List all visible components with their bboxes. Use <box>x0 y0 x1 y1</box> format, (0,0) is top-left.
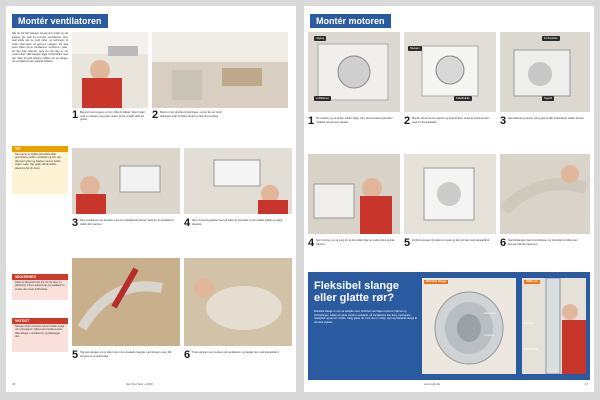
photo-flexible-hose <box>422 278 516 374</box>
photo-ventilator-on-ceiling <box>72 148 180 214</box>
callout-slangebaand: Slangebånd <box>524 348 538 351</box>
photo-hose-to-ventilator <box>500 154 590 234</box>
label-fleksibel-slange: Fleksibel slange <box>426 280 447 283</box>
step-text: Fit motoren og se at den sidder rigtigt. Den skal monteres så luften trækkes ud gennem kappen. <box>316 117 393 124</box>
step-number: 3 <box>72 217 79 229</box>
step-text: Træk slangen over studsen på ventilatoren og fastgør den med slangebånd. <box>192 351 280 354</box>
label-kabelbakke: Kabelbakke <box>456 97 470 100</box>
safety-heading: SIKKERHED <box>12 274 68 280</box>
step-text: Skru monteringspladen fast på loftet og kontroller at den sidder stabilt og rigtigt placeret. <box>192 219 283 226</box>
step-number: 5 <box>404 237 411 249</box>
left-page <box>6 6 296 392</box>
step-text: Mærk et hul på loftet til ledningen, og bor det ud. Hold ledningen inde fra loftet så den er klar til montering. <box>160 111 222 118</box>
step-text: Sæt dæksel og skruer på og tjek at alle forbindelser sidder korrekt. <box>508 117 585 120</box>
step-3-right <box>500 116 590 150</box>
step-3-left <box>72 218 180 250</box>
right-page <box>304 6 594 392</box>
photo-fitting-hose <box>184 258 292 346</box>
step-4-left <box>184 218 292 250</box>
step-1-right <box>308 116 400 150</box>
step-number: 4 <box>308 237 315 249</box>
photo-cutting-hose <box>72 258 180 346</box>
right-section-title: Montér motoren <box>310 14 391 28</box>
left-footer-brand: Gør Det Selv • 2020 <box>126 382 153 386</box>
left-section-title: Montér ventilatoren <box>12 14 108 28</box>
step-number: 6 <box>184 349 191 361</box>
label-lufttilforsel: Lufttilførsel <box>316 97 329 100</box>
label-slangen: Slangen <box>410 47 420 50</box>
photo-motor-installed <box>308 154 400 234</box>
tip-body: Sæt gerne et stykke skumplast eller gummiliste mellem ventilator og loft, det dæmper lyden og hjælper med at holde støjen nede. Tag også mål af hullets placering før du borer. <box>12 152 68 194</box>
callout-aluminium: Aluminium <box>484 312 497 315</box>
step-text: Forbind slangen til motorens studs og lås den fast med slangebånd. <box>412 239 490 242</box>
label-glatte-ror: Glatte rør <box>526 280 538 283</box>
step-1-left <box>72 110 148 138</box>
step-number: 1 <box>72 109 79 121</box>
flex-hose-box <box>308 272 590 380</box>
label-afgang: Afgang <box>316 37 325 40</box>
step-text: Montér skruerne på motoren og spænd dem. Husk at stramme dem med en skruetrækker. <box>412 117 490 124</box>
step-text: Sæt motoren op og sørg for at den sidder lige op under loftet og ikke vibrerer. <box>316 239 395 246</box>
tip-heading: TIP <box>12 146 68 152</box>
tip-box <box>12 146 68 194</box>
important-box <box>12 318 68 352</box>
step-4-right <box>308 238 400 268</box>
photo-hose-on-motor <box>404 154 496 234</box>
step-number: 3 <box>500 115 507 127</box>
step-number: 2 <box>404 115 411 127</box>
important-body: Slangen skal monteres så den falder svagt ud mod kappen. Ellers kan kondensvand løbe tilbage i ventilatoren og ødelægge den. <box>12 324 68 352</box>
step-number: 1 <box>308 115 315 127</box>
step-number: 5 <box>72 349 79 361</box>
safety-body: Husk at slå strømmen fra, før du laver el-tilslutning. Få en autoriseret el-installatør til at lave den faste forbindelse. <box>12 280 68 300</box>
step-text: Tag opp slangen ud og afkort den i den ønskede længde. Lad slangen være lidt længere end nødvendigt. <box>80 351 172 358</box>
step-text: Begynd med at tegne et hul i loftet til stikket. Skær hullet med en stiksav. Læg papir under, så du undgår skidt på gulvet. <box>80 111 145 121</box>
safety-box <box>12 274 68 300</box>
callout-vinkelror: Vinkelrør <box>484 334 495 337</box>
step-text: Sæt luftslangen fast til ventilatoren og kontrollér at luften kan komme uhindret igennem. <box>508 239 578 246</box>
callout-samling: Samling <box>524 322 534 325</box>
photo-smooth-pipes <box>522 278 586 374</box>
flex-hose-title: Fleksibel slange eller glatte rør? <box>314 280 399 304</box>
step-number: 4 <box>184 217 191 229</box>
step-6-left <box>184 350 292 380</box>
label-spjaeld: Spjæld <box>544 97 553 100</box>
step-2-left <box>152 110 288 138</box>
right-footer-brand: www.gds.dk <box>424 382 441 386</box>
step-2-right <box>404 116 496 150</box>
left-intro-text: Når du har ført slangen ud gennem hullet og sat kappen på, skal du montere ventilatoren. Den skal sidde tæt op mod loftet, og ledningen til strøm skal føres ud gennem væggen. Du skal være sikker på at ventilatoren monteres i vater, så den ikke vibrerer. Hvis du har lagt et rør under loftet, skal slangen ligge i forbindelse med det. Sørg for god tætning mellem rør og slange, så ventilatoren kan arbejde effektivt. <box>12 32 68 63</box>
important-heading: VIGTIGT <box>12 318 68 324</box>
step-6-right <box>500 238 590 268</box>
step-number: 6 <box>500 237 507 249</box>
photo-motor-hose <box>404 32 496 112</box>
step-number: 2 <box>152 109 159 121</box>
photo-ceiling-mount <box>152 32 288 108</box>
step-text: Skru ventilatoren op på loftet med de medfølgende skruer. Sørg for at ventilatoren sidder helt vandret. <box>80 219 174 226</box>
photo-mounting-plate <box>184 148 292 214</box>
flex-hose-text: Fleksibel slange er nem at arbejde med, fordi den kan bøjes rundt om hjørner og forhindringer. Glatte rør giver mindre modstand, så ventilatoren kan køre med lavere hastighed og larmer mindre. Vælg glatte rør, hvor det er muligt, og brug fleksibel slange til de korte stykker. <box>314 310 417 324</box>
left-page-number: 46 <box>12 382 16 386</box>
step-5-right <box>404 238 496 268</box>
photo-drilling-ceiling <box>72 32 148 108</box>
right-page-number: 47 <box>584 382 588 386</box>
label-forbindelse: Forbindelse <box>544 37 558 40</box>
step-5-left <box>72 350 180 380</box>
